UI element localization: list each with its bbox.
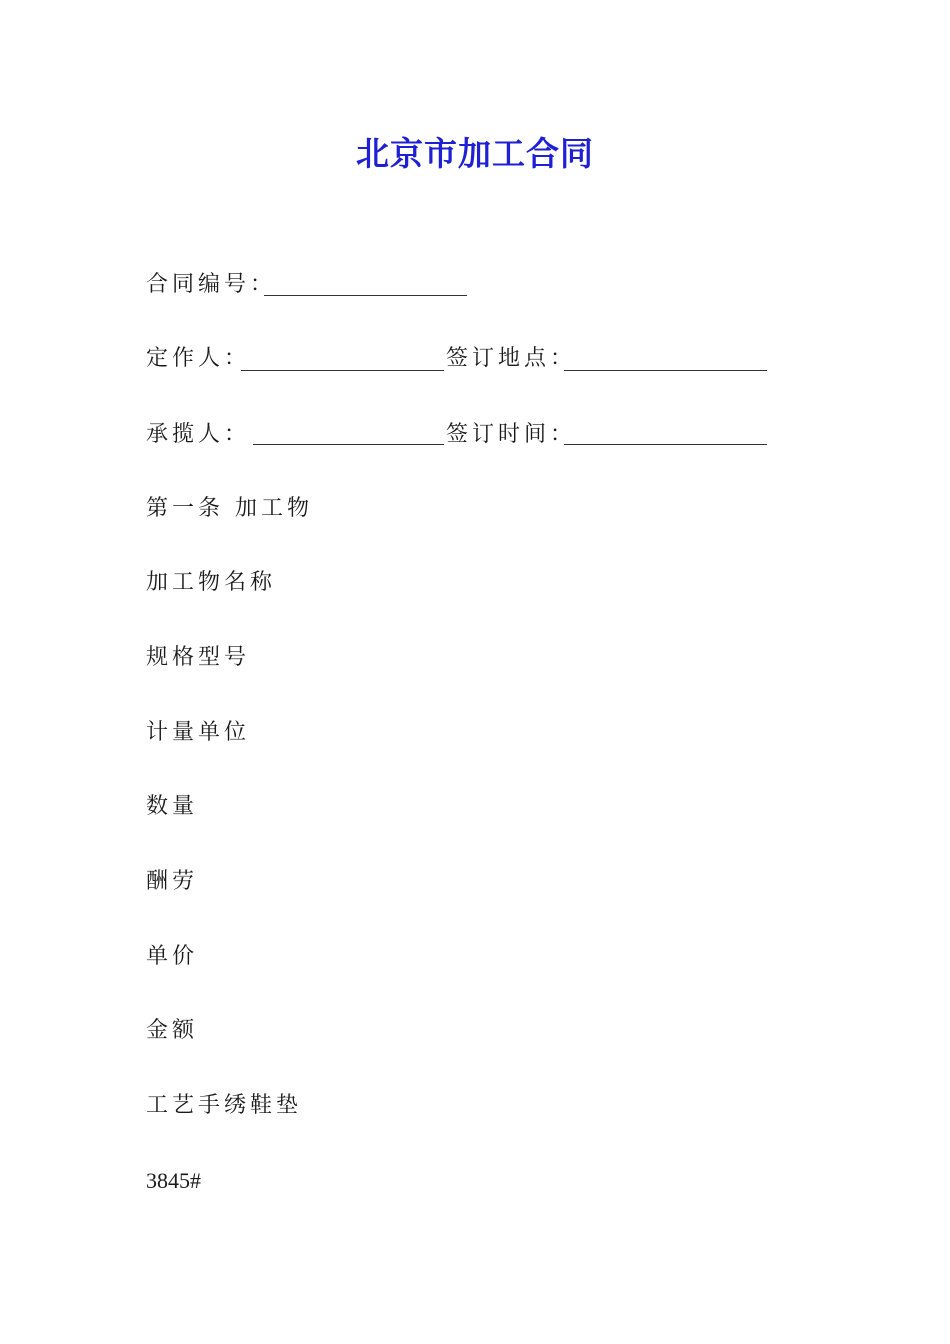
contractor-row [146,420,250,450]
quantity-label: 数量 [146,794,199,819]
document-title: 北京市加工合同 [356,134,594,173]
sign-time-label: 签订时间： [446,422,577,447]
contractor-blank[interactable] [253,422,444,445]
remuneration-label: 酬劳 [146,869,199,894]
unit-label: 计量单位 [146,720,251,745]
sign-place-blank[interactable] [564,348,767,371]
orderer-blank[interactable] [241,348,444,371]
article-1-heading: 第一条 加工物 [146,496,313,521]
contractor-label: 承揽人： [146,422,251,447]
amount-label: 金额 [146,1018,199,1043]
contract-no-label: 合同编号： [146,272,277,297]
orderer-row [146,344,250,374]
orderer-label: 定作人： [146,346,251,371]
sign-time-blank[interactable] [564,422,767,445]
item-name-label: 加工物名称 [146,570,277,595]
spec-label: 规格型号 [146,645,251,670]
contract-no-blank[interactable] [264,273,467,296]
product-name: 工艺手绣鞋垫 [146,1093,303,1118]
sign-place-label: 签订地点： [446,346,577,371]
product-code: 3845# [146,1168,201,1193]
contract-no-row [146,270,276,300]
unit-price-label: 单价 [146,944,199,969]
